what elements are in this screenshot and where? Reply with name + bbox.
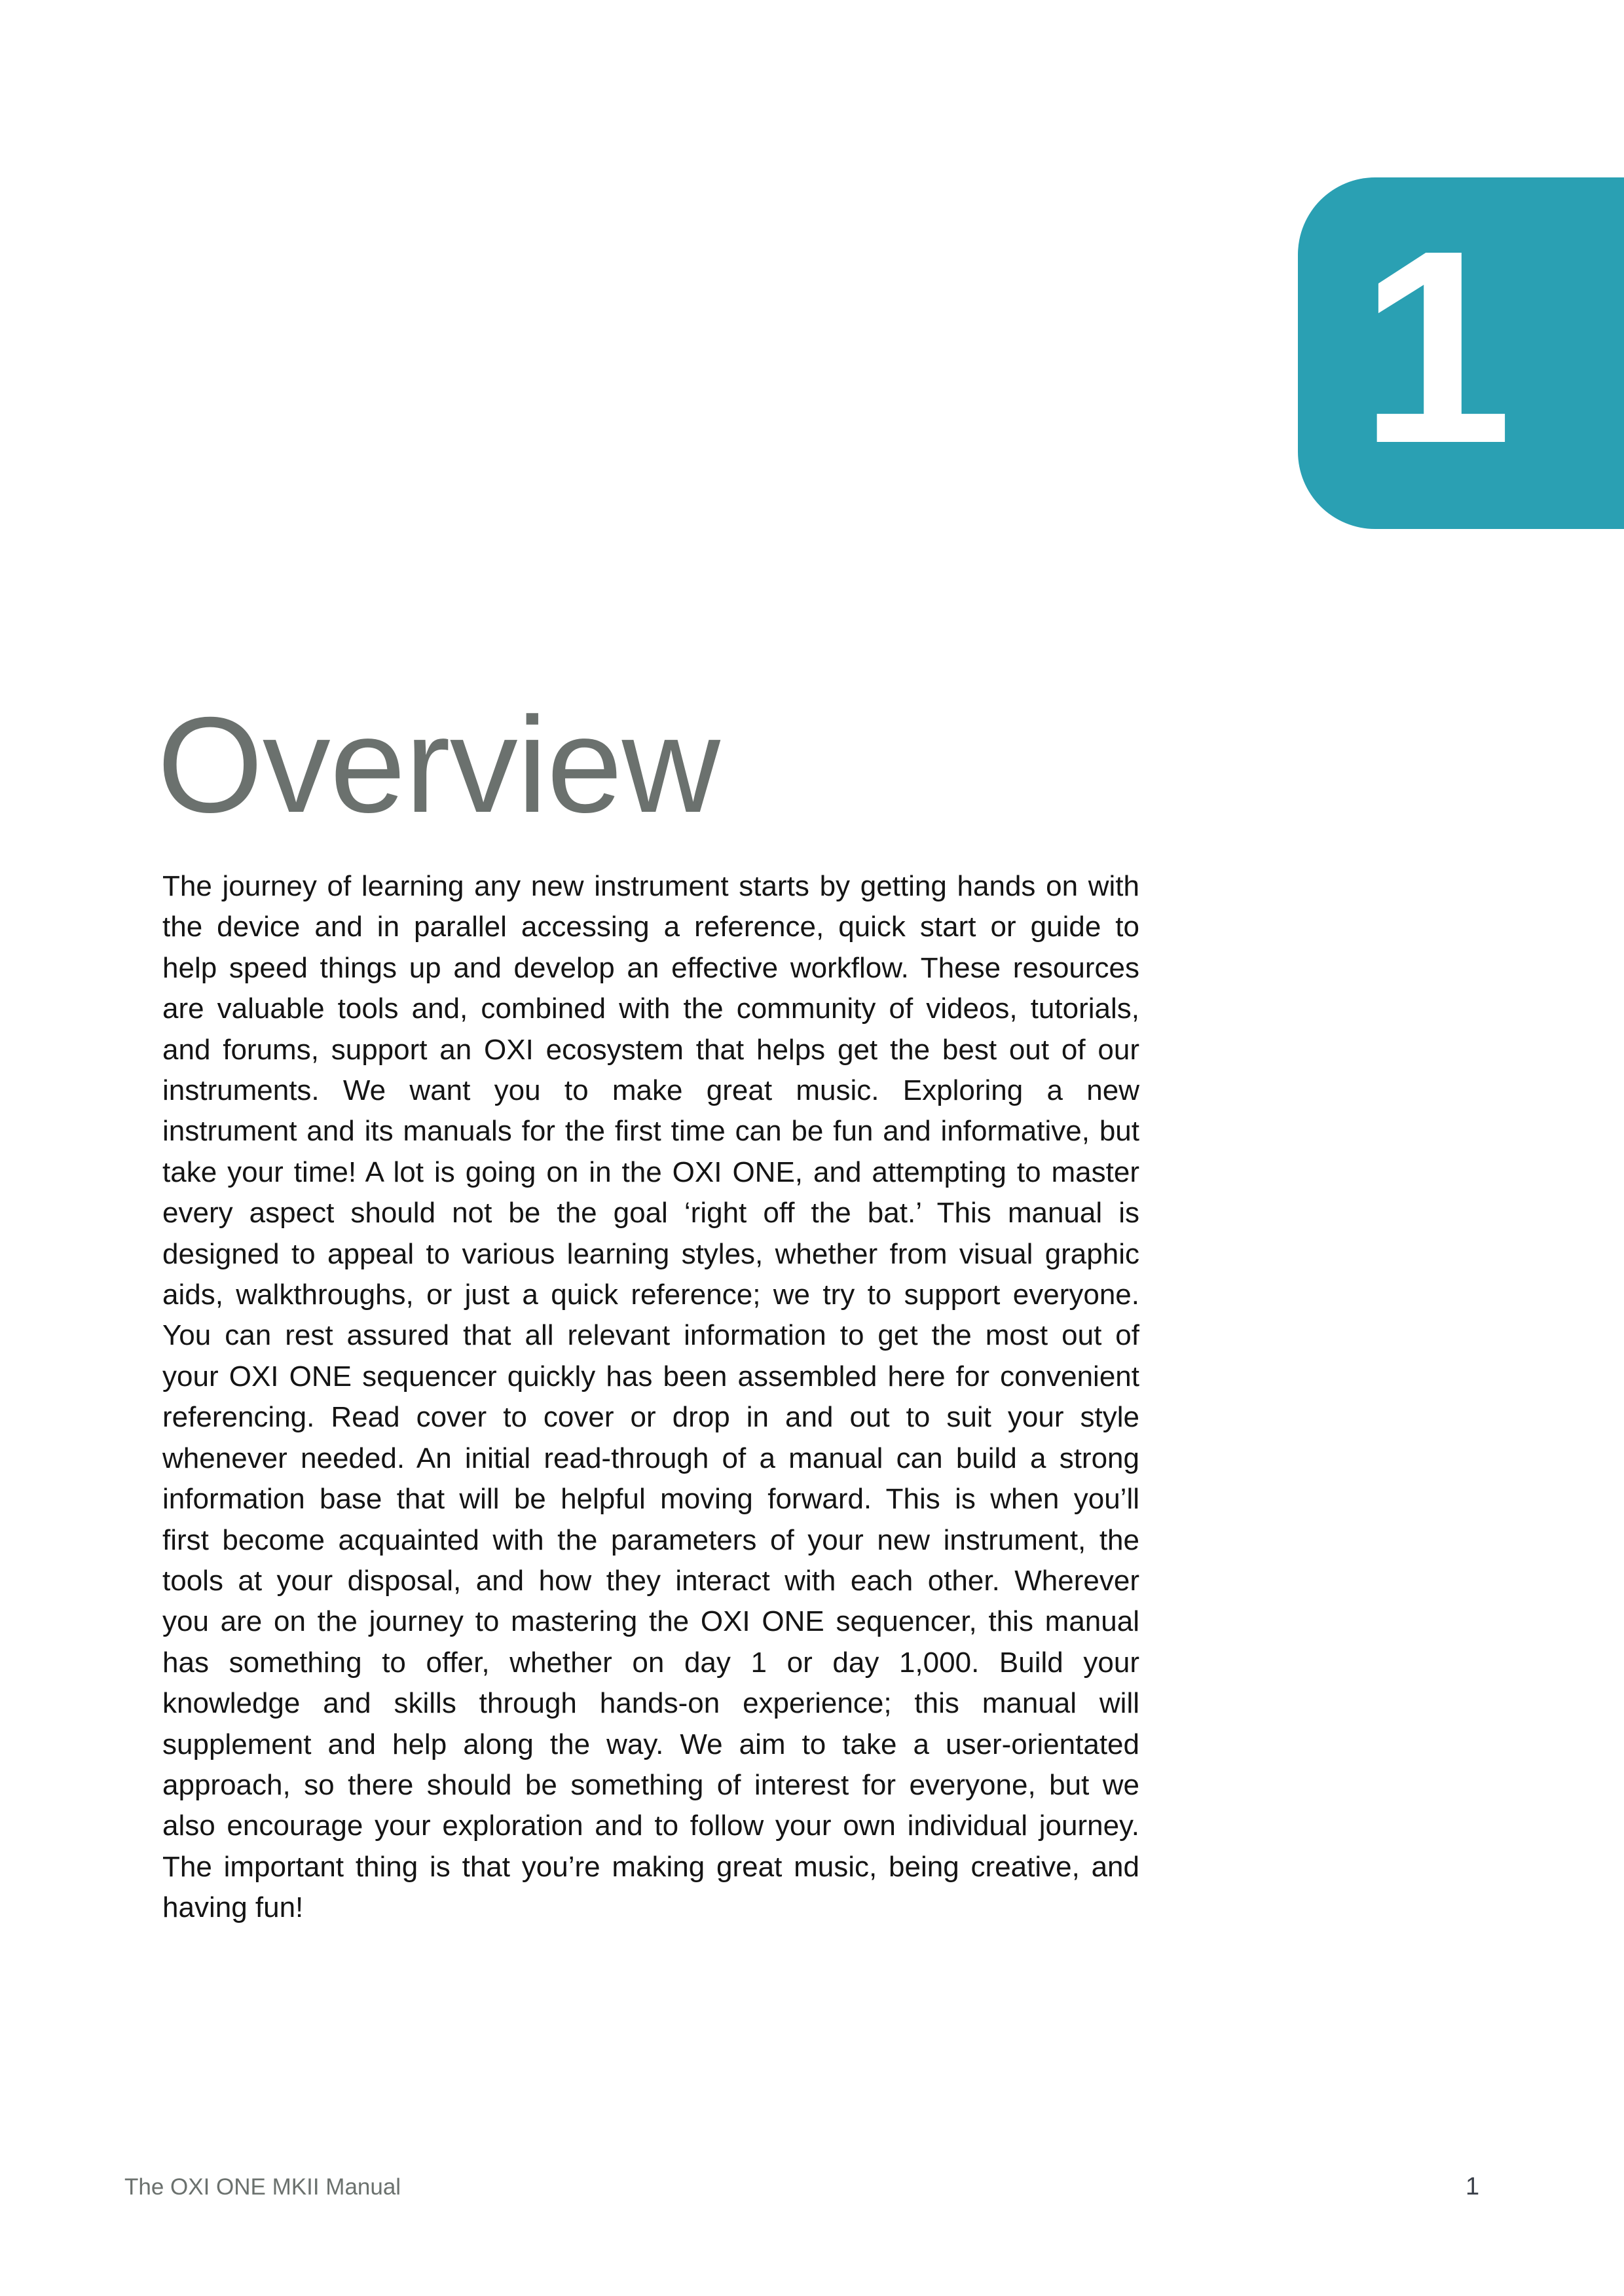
text-line: having fun!: [162, 1891, 304, 1924]
text-line: also encourage your exploration and to follow your own individual journey.: [162, 1810, 1139, 1842]
text-line: has something to offer, whether on day 1 or day 1,000. Build your: [162, 1646, 1139, 1679]
text-line: information base that will be helpful moving forward. This is when you’ll: [162, 1483, 1139, 1516]
text-line: take your time! A lot is going on in the OXI ONE, and attempting to master: [162, 1156, 1139, 1188]
text-line: knowledge and skills through hands-on experience; this manual will: [162, 1687, 1139, 1720]
text-line: every aspect should not be the goal ‘right off the bat.’ This manual is: [162, 1197, 1139, 1230]
text-line: instrument and its manuals for the first time can be fun and informative, but: [162, 1115, 1139, 1148]
text-line: approach, so there should be something of interest for everyone, but we: [162, 1768, 1139, 1801]
text-line: supplement and help along the way. We aim to take a user-orientated: [162, 1728, 1139, 1760]
body-paragraph: [162, 866, 1139, 1929]
text-line: the device and in parallel accessing a reference, quick start or guide to: [162, 911, 1139, 943]
chapter-number-badge: [1298, 177, 1624, 529]
text-line: you are on the journey to mastering the OXI ONE sequencer, this manual: [162, 1605, 1139, 1638]
text-line: are valuable tools and, combined with the community of videos, tutorials,: [162, 993, 1139, 1025]
text-line: tools at your disposal, and how they interact with each other. Wherever: [162, 1564, 1139, 1597]
text-line: whenever needed. An initial read-through of a manual can build a strong: [162, 1442, 1139, 1474]
text-line: and forums, support an OXI ecosystem that helps get the best out of our: [162, 1033, 1139, 1066]
page-title: Overview: [157, 689, 720, 841]
text-line: aids, walkthroughs, or just a quick reference; we try to support everyone.: [162, 1279, 1139, 1311]
text-line: The journey of learning any new instrument starts by getting hands on with: [162, 870, 1139, 902]
footer-manual-title: The OXI ONE MKII Manual: [124, 2174, 401, 2200]
text-line: referencing. Read cover to cover or drop in and out to suit your style: [162, 1401, 1139, 1434]
text-line: designed to appeal to various learning styles, whether from visual graphic: [162, 1237, 1139, 1270]
text-line: instruments. We want you to make great music. Exploring a new: [162, 1074, 1139, 1107]
text-line: first become acquainted with the parameters of your new instrument, the: [162, 1523, 1139, 1556]
text-line: The important thing is that you’re making great music, being creative, and: [162, 1850, 1139, 1883]
text-line: your OXI ONE sequencer quickly has been assembled here for convenient: [162, 1360, 1139, 1393]
text-line: help speed things up and develop an effective workflow. These resources: [162, 951, 1139, 984]
footer-page-number: 1: [1466, 2173, 1480, 2200]
chapter-number: 1: [1359, 193, 1513, 501]
text-line: You can rest assured that all relevant information to get the most out of: [162, 1319, 1139, 1352]
